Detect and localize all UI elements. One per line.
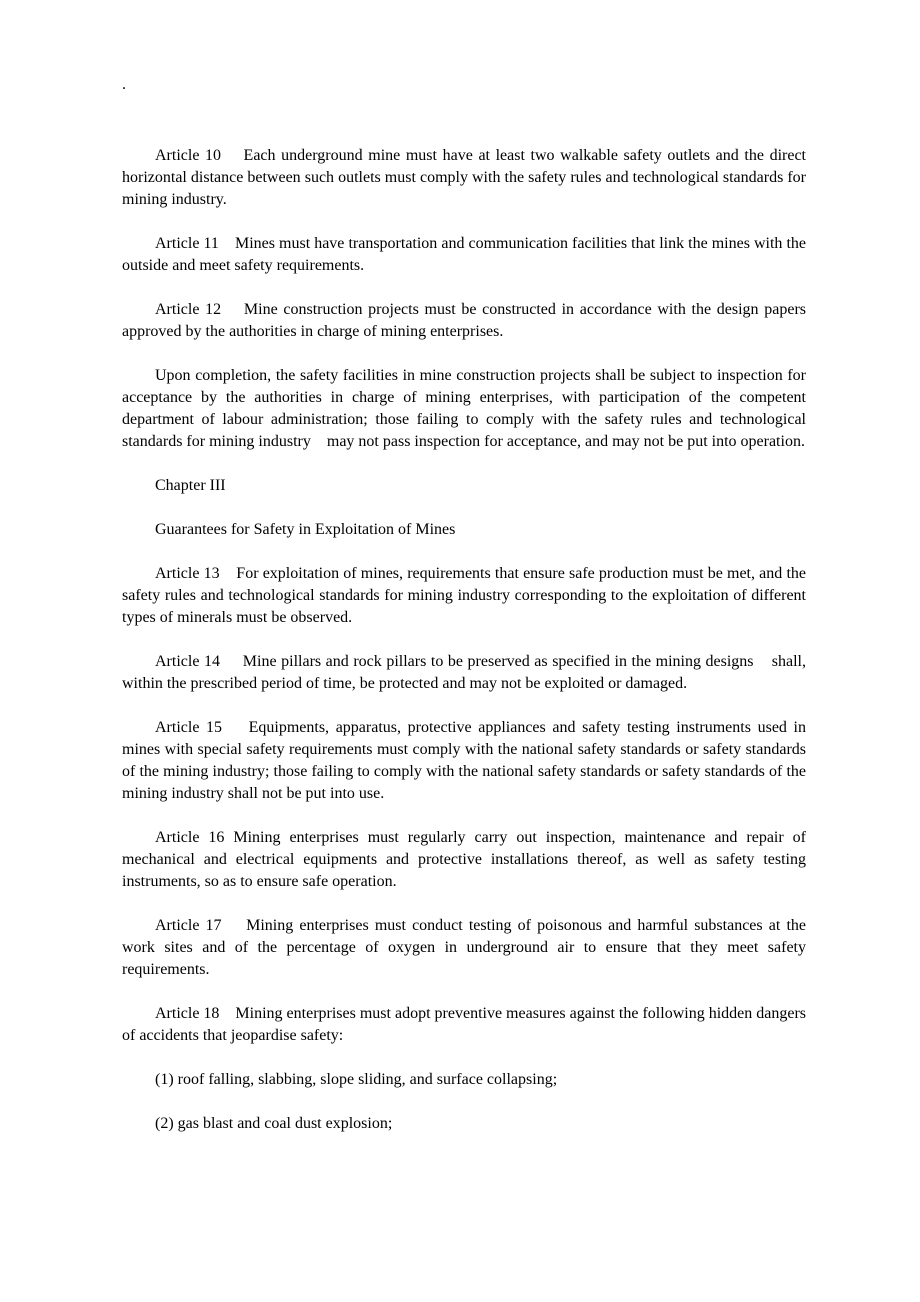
paragraph-article-12: Article 12 Mine construction projects must be constructed in accordance with the design papers approved by the authorities in charge of mining enterprises.: [122, 301, 806, 340]
chapter-heading: Chapter III: [155, 477, 226, 494]
paragraph-article-13: Article 13 For exploitation of mines, requirements that ensure safe production must be met, and the safety rules and technological standards for mining industry corresponding to the exploitation of different types of minerals must be observed.: [122, 565, 806, 626]
list-item-2: (2) gas blast and coal dust explosion;: [155, 1115, 393, 1132]
page-top-marker: .: [122, 76, 126, 93]
paragraph-article-11: Article 11 Mines must have transportation and communication facilities that link the mines with the outside and meet safety requirements.: [122, 235, 806, 274]
paragraph-article-12-upon-completion: Upon completion, the safety facilities in mine construction projects shall be subject to inspection for acceptance by the authorities in charge of mining enterprises, with participation of the competent department of labour administration; those failing to comply with the safety rules and technological standards for mining industry may not pass inspection for acceptance, and may not be put into operation.: [122, 367, 806, 450]
paragraph-article-10: Article 10 Each underground mine must have at least two walkable safety outlets and the direct horizontal distance between such outlets must comply with the safety rules and technological standards for mining industry.: [122, 147, 806, 208]
paragraph-article-16: Article 16 Mining enterprises must regularly carry out inspection, maintenance and repair of mechanical and electrical equipments and protective installations thereof, as well as safety testing instruments, so as to ensure safe operation.: [122, 829, 806, 890]
paragraph-article-17: Article 17 Mining enterprises must conduct testing of poisonous and harmful substances at the work sites and of the percentage of oxygen in underground air to ensure that they meet safety requirements.: [122, 917, 806, 978]
chapter-title: Guarantees for Safety in Exploitation of Mines: [155, 521, 456, 538]
paragraph-article-15: Article 15 Equipments, apparatus, protective appliances and safety testing instruments used in mines with special safety requirements must comply with the national safety standards or safety standards of the mining industry; those failing to comply with the national safety standards or safety standards of the mining industry shall not be put into use.: [122, 719, 806, 802]
paragraph-article-14: Article 14 Mine pillars and rock pillars to be preserved as specified in the mining designs shall, within the prescribed period of time, be protected and may not be exploited or damaged.: [122, 653, 806, 692]
paragraph-article-18: Article 18 Mining enterprises must adopt preventive measures against the following hidden dangers of accidents that jeopardise safety:: [122, 1005, 806, 1044]
list-item-1: (1) roof falling, slabbing, slope sliding, and surface collapsing;: [155, 1071, 558, 1088]
